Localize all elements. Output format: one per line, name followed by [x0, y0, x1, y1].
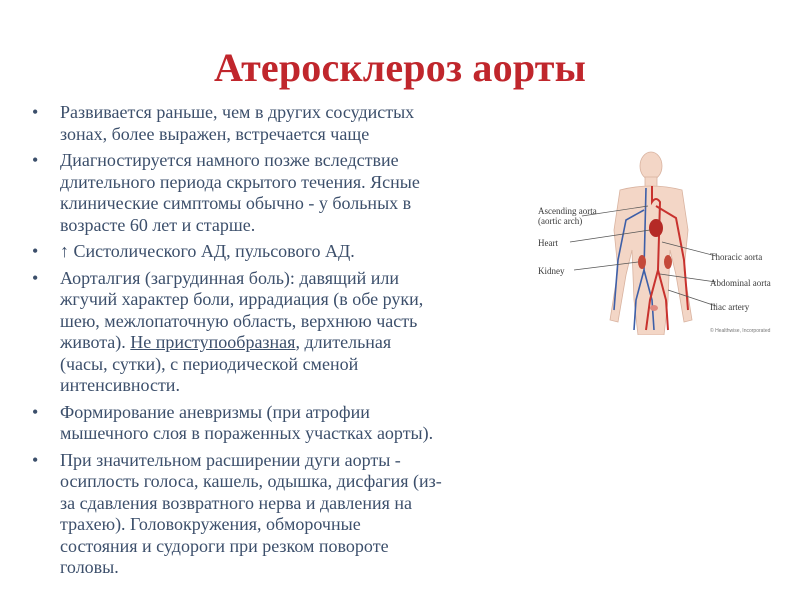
label-thoracic-aorta: Thoracic aorta: [710, 252, 763, 262]
bullet-line: состояния и судороги при резком повороте: [60, 535, 389, 556]
bullet-line: осиплость голоса, кашель, одышка, дисфагия (из-: [60, 471, 442, 491]
underlined-text: Не приступообразная: [130, 332, 296, 352]
bullet-icon: •: [32, 150, 39, 170]
bullet-icon: •: [32, 102, 39, 122]
bladder-icon: [650, 305, 658, 311]
bullet-line: мышечного слоя в пораженных участках аорты).: [60, 423, 434, 443]
aorta-anatomy-figure: [538, 150, 783, 335]
bullet-line: жгучий характер боли, иррадиация (в обе руки,: [60, 289, 424, 309]
bullet-line: головы.: [60, 557, 119, 577]
bullet-item: [26, 150, 536, 236]
bullet-line: ↑ Систолического АД, пульсового АД.: [60, 241, 355, 261]
label-aortic-arch: (aortic arch): [538, 216, 583, 226]
bullet-line: интенсивности.: [60, 375, 180, 395]
bullet-line: зонах, более выражен, встречается чаще: [60, 123, 370, 144]
bullet-item: [26, 102, 536, 145]
bullet-line-mixed: [60, 332, 536, 354]
label-heart: Heart: [538, 238, 558, 248]
bullet-line: шею, межлопаточную область, верхнюю часть: [60, 310, 418, 331]
bullet-list: [26, 102, 536, 584]
bullet-line: клинические симптомы обычно - у больных в: [60, 193, 412, 213]
bullet-line: Диагностируется намного позже вследствие: [60, 150, 399, 170]
bullet-icon: •: [32, 449, 39, 470]
bullet-item: [26, 402, 536, 445]
bullet-line: трахею). Головокружения, обморочные: [60, 514, 361, 534]
bullet-text: , длительная: [295, 332, 392, 352]
bullet-line: (часы, сутки), с периодической сменой: [60, 353, 359, 374]
kidney-icon: [638, 255, 646, 269]
bullet-line: длительного периода скрытого течения. Ясные: [60, 171, 420, 192]
slide-title: Атеросклероз аорты: [213, 45, 587, 90]
bullet-line: за сдавления возвратного нерва и давления на: [60, 492, 413, 513]
label-iliac-artery: Iliac artery: [710, 302, 750, 312]
label-ascending-aorta: Ascending aorta: [538, 206, 597, 216]
bullet-item: [26, 268, 536, 397]
bullet-icon: •: [32, 267, 39, 288]
bullet-line: При значительном расширении дуги аорты -: [60, 449, 401, 470]
bullet-line: Аорталгия (загрудинная боль): давящий или: [60, 267, 399, 288]
label-abdominal-aorta: Abdominal aorta: [710, 278, 771, 288]
bullet-line: возрасте 60 лет и старше.: [60, 214, 256, 235]
bullet-text: живота).: [60, 332, 131, 352]
bullet-item: [26, 241, 536, 263]
bullet-line: Развивается раньше, чем в других сосудистых: [60, 102, 415, 122]
bullet-line: Формирование аневризмы (при атрофии: [60, 401, 370, 422]
figure-copyright: © Healthwise, Incorporated: [710, 328, 771, 334]
kidney-icon: [664, 255, 672, 269]
heart-icon: [649, 219, 663, 237]
bullet-icon: •: [32, 241, 39, 261]
bullet-item: [26, 450, 536, 579]
bullet-icon: •: [32, 401, 39, 422]
label-kidney: Kidney: [538, 266, 565, 276]
